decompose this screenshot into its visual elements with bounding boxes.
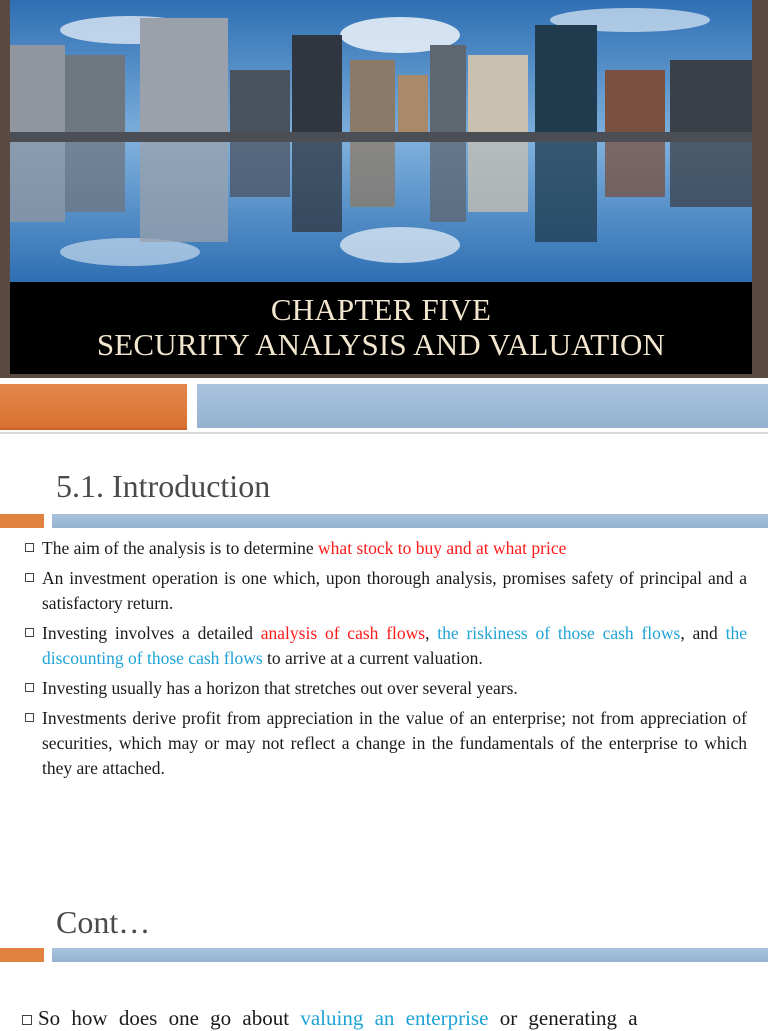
orange-accent-bar bbox=[0, 384, 187, 430]
title-band bbox=[10, 282, 752, 374]
text-segment: , bbox=[425, 623, 438, 643]
highlighted-text: the riskiness of those cash flows bbox=[437, 623, 681, 643]
text-segment: , and bbox=[680, 623, 726, 643]
text-segment: Investments derive profit from appreciation in the value of an enterprise; not from appreciation of securities, which may or may not reflect a change in the fundamentals of the enterprise to which they are attached. bbox=[42, 708, 747, 778]
blue-accent-bar bbox=[197, 384, 768, 428]
city-skyline-photo bbox=[10, 0, 752, 282]
text-segment: An investment operation is one which, upon thorough analysis, promises safety of principal and a satisfactory return. bbox=[42, 568, 747, 613]
text-segment: Investing involves a detailed bbox=[42, 623, 261, 643]
slide-divider bbox=[0, 432, 768, 434]
orange-accent-bar bbox=[0, 514, 44, 528]
bullet-square-icon bbox=[25, 543, 34, 552]
text-segment: Investing usually has a horizon that stretches out over several years. bbox=[42, 678, 518, 698]
blue-accent-bar bbox=[52, 948, 768, 962]
chapter-subtitle: SECURITY ANALYSIS AND VALUATION bbox=[96, 326, 666, 362]
bullet-square-icon bbox=[25, 573, 34, 582]
bullet-item bbox=[22, 1006, 750, 1031]
chapter-title: CHAPTER FIVE bbox=[270, 292, 492, 327]
text-segment: So how does one go about bbox=[38, 1006, 301, 1030]
highlighted-text: the discounting of those cash flows bbox=[42, 623, 747, 668]
bullet-list bbox=[22, 536, 747, 786]
bullet-item bbox=[22, 676, 747, 701]
slide-title: Cont… bbox=[56, 904, 151, 940]
blue-accent-bar bbox=[52, 514, 768, 528]
highlighted-text: valuing an enterprise bbox=[300, 1006, 489, 1030]
bullet-item bbox=[22, 621, 747, 671]
bullet-item bbox=[22, 536, 747, 561]
slide-title: 5.1. Introduction bbox=[56, 468, 271, 504]
bullet-square-icon bbox=[25, 713, 34, 722]
title-slide bbox=[0, 0, 768, 378]
bullet-square-icon bbox=[25, 683, 34, 692]
highlighted-text: analysis of cash flows bbox=[260, 623, 426, 643]
text-segment: to arrive at a current valuation. bbox=[262, 648, 483, 668]
text-segment: The aim of the analysis is to determine bbox=[42, 538, 319, 558]
highlighted-text: what stock to buy and at what price bbox=[318, 538, 567, 558]
bullet-item bbox=[22, 706, 747, 781]
orange-accent-bar bbox=[0, 948, 44, 962]
bullet-square-icon bbox=[25, 628, 34, 637]
text-segment: or generating a bbox=[488, 1006, 638, 1030]
bullet-item bbox=[22, 566, 747, 616]
